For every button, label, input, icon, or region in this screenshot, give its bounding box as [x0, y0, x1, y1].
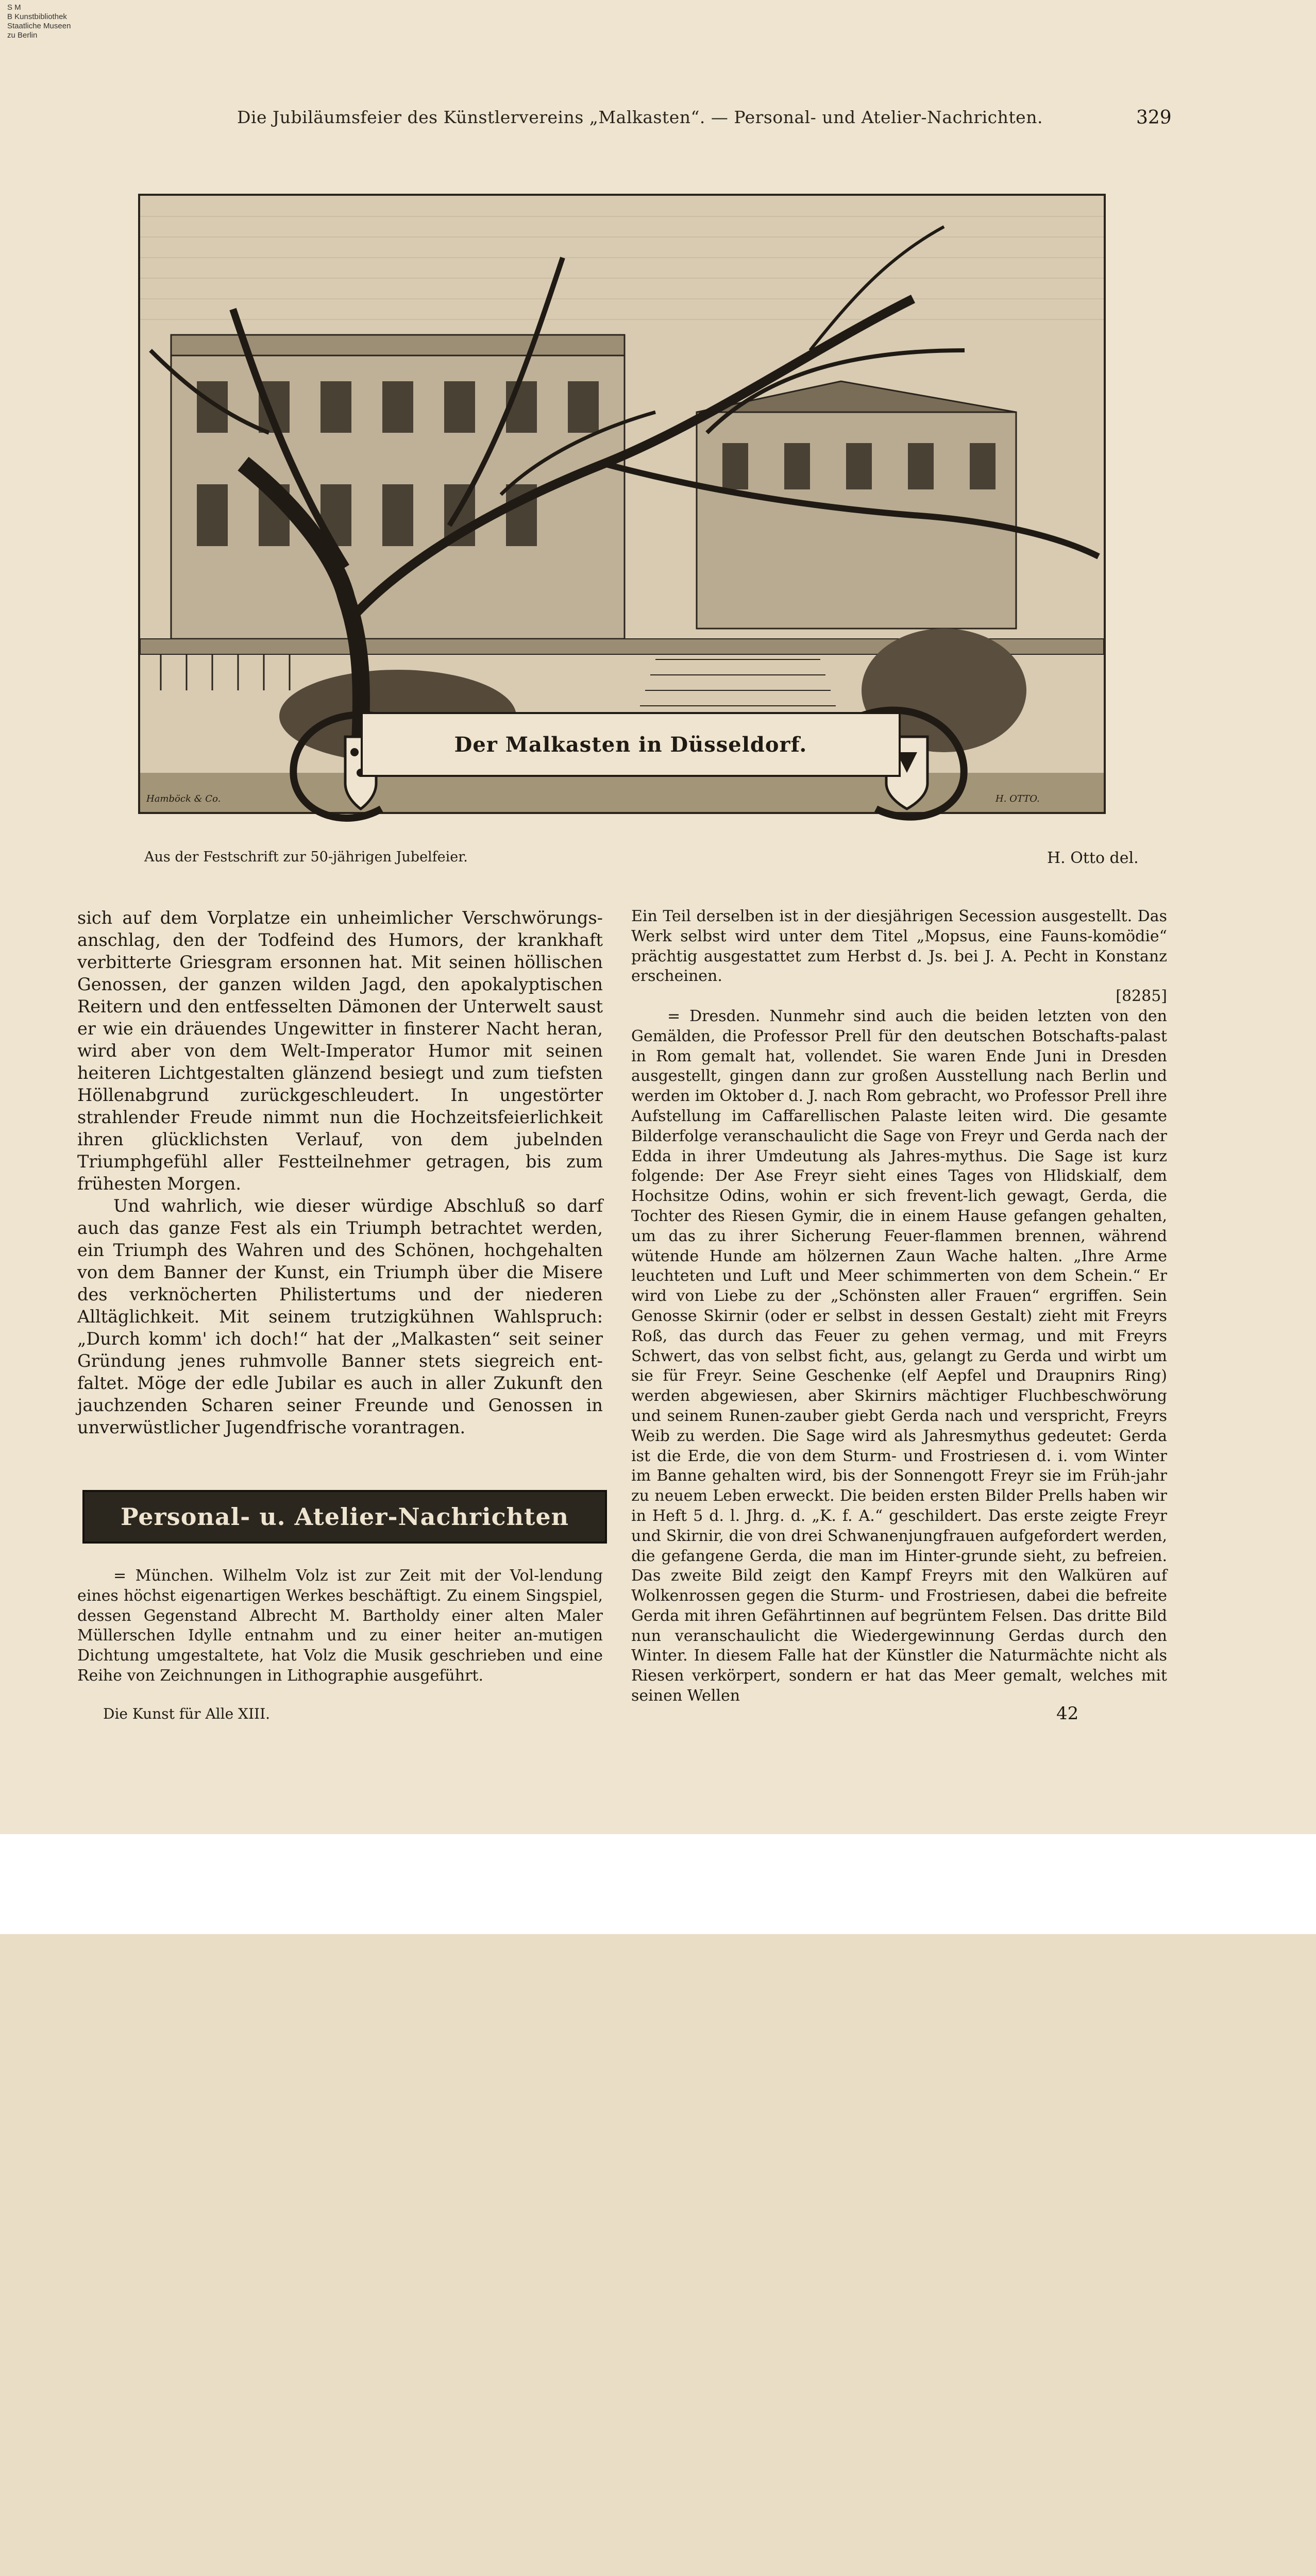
- left-column-news: [77, 1566, 603, 1686]
- section-banner: Personal- u. Atelier-Nachrichten: [82, 1490, 607, 1544]
- page-number: 329: [1136, 107, 1172, 128]
- sheet-number: 42: [1056, 1703, 1079, 1724]
- illustration-caption: Der Malkasten in Düsseldorf.: [361, 712, 901, 777]
- left-paragraph-2: Und wahrlich, wie dieser würdige Abschluß so darf auch das ganze Fest als ein Triumph betrachtet werden, ein Triumph des Wahren und des Schönen, hochgehalten von dem Banner der Kunst, ein Triumph über die Misere des verknöcherten Philistertums und der niederen Alltäglichkeit. Mit seinem trutzigkühnen Wahlspruch: „Durch komm' ich doch!“ hat der „Malkasten“ seit seiner Gründung jenes ruhmvolle Banner stets siegreich ent-faltet. Möge der edle Jubilar es auch in aller Zukunft den jauchzenden Scharen seiner Freunde und Genossen in unverwüstlicher Jugendfrische vorantragen.: [77, 1196, 603, 1437]
- library-bar: [0, 1834, 1316, 1934]
- left-paragraph-1: sich auf dem Vorplatze ein unheimlicher Verschwörungs-anschlag, den der Todfeind des Humors, der krankhaft verbitterte Griesgram ersonnen hat. Mit seinen höllischen Genossen, der ganzen wilden Jagd, den apokalyptischen Reitern und den entfesselten Dämonen der Unterwelt saust er wie ein dräuendes Ungewitter in finsterer Nacht heran, wird aber von dem Welt-Imperator Humor mit seinen heiteren Lichtgestalten glänzend besiegt und zum tiefsten Höllenabgrund zurückgeschleudert. In ungestörter strahlender Freude nimmt nun die Hochzeitsfeierlichkeit ihren glücklichsten Verlauf, von dem jubelnden Triumphgefühl aller Festteilnehmer getragen, bis zum frühesten Morgen.: [77, 908, 603, 1194]
- running-header: Die Jubiläumsfeier des Künstlervereins „Malkasten“. — Personal- und Atelier-Nachrichten.: [237, 107, 1043, 127]
- right-column: [631, 907, 1167, 1706]
- engraver-signature: Hamböck & Co.: [146, 793, 221, 804]
- journal-footer: Die Kunst für Alle XIII.: [103, 1705, 271, 1722]
- munich-news-paragraph: = München. Wilhelm Volz ist zur Zeit mit der Vol-lendung eines höchst eigenartigen Werkes beschäftigt. Zu einem Singspiel, dessen Gegenstand Albrecht M. Bartholdy einer alten Maler Müllerschen Idylle entnahm und zu einer heiter an-mutigen Dichtung umgestaltete, hat Volz die Musik geschrieben und eine Reihe von Zeichnungen in Lithographie ausgeführt.: [77, 1567, 603, 1685]
- museum-stamp: S M B Kunstbibliothek Staatliche Museen zu Berlin: [7, 3, 71, 40]
- illustration-artist-credit: H. Otto del.: [1047, 849, 1139, 867]
- left-column: [77, 907, 603, 1438]
- dresden-news-paragraph: = Dresden. Nunmehr sind auch die beiden letzten von den Gemälden, die Professor Prell für den deutschen Botschafts-palast in Rom gemalt hat, vollendet. Sie waren Ende Juni in Dresden ausgestellt, gingen dann zur großen Ausstellung nach Berlin und werden im Oktober d. J. nach Rom gebracht, wo Professor Prell ihre Aufstellung im Caffarellischen Palaste leiten wird. Die gesamte Bilderfolge veranschaulicht die Sage von Freyr und Gerda nach der Edda in ihrer Umdeutung als Jahres-mythus. Die Sage ist kurz folgende: Der Ase Freyr sieht eines Tages von Hlidskialf, dem Hochsitze Odins, wohin er sich frevent-lich gewagt, Gerda, die Tochter des Riesen Gymir, die in einem Hause gefangen gehalten, um das zu ihrer Sicherung Feuer-flammen brennen, während wütende Hunde am hölzernen Zaun Wache halten. „Ihre Arme leuchteten und Luft und Meer schimmerten von dem Schein.“ Er wird von Liebe zu der „Schönsten aller Frauen“ ergriffen. Sein Genosse Skirnir (oder er selbst in dessen Gestalt) zieht mit Freyrs Roß, das durch das Feuer zu gehen vermag, und mit Freyrs Schwert, das von selbst ficht, aus, gelangt zu Gerda und wirbt um sie für Freyr. Seine Geschenke (elf Aepfel und Draupnirs Ring) werden abgewiesen, aber Skirnirs mächtiger Fluchbeschwörung und seinem Runen-zauber giebt Gerda nach und verspricht, Freyrs Weib zu werden. Die Sage wird als Jahresmythus gedeutet: Gerda ist die Erde, die von dem Sturm- und Frostriesen d. i. vom Winter im Banne gehalten wird, bis der Sonnengott Freyr sie im Früh-jahr zu neuem Leben erweckt. Die beiden ersten Bilder Prells haben wir in Heft 5 d. l. Jhrg. d. „K. f. A.“ geschildert. Das erste zeigte Freyr und Skirnir, die von drei Schwanenjungfrauen aufgefordert werden, die gefangene Gerda, die man im Hinter-grunde sieht, zu befreien. Das zweite Bild zeigt den Kampf Freyrs mit den Walküren auf Wolkenrossen gegen die Sturm- und Frostriesen, dabei die befreite Gerda mit ihren Gefährtinnen auf begrüntem Felsen. Das dritte Bild nun veranschaulicht die Wiedergewinnung Gerdas durch den Winter. In diesem Falle hat der Künstler die Naturmächte nicht als Riesen verkörpert, sondern er hat das Meer gemalt, welches mit seinen Wellen: [631, 1007, 1167, 1705]
- right-paragraph-1: Ein Teil derselben ist in der diesjährigen Secession ausgestellt. Das Werk selbst wird unter dem Titel „Mopsus, eine Fauns-komödie“ prächtig ausgestattet zum Herbst d. Js. bei J. A. Pecht in Konstanz erscheinen.: [631, 907, 1167, 986]
- illustration-source-credit: Aus der Festschrift zur 50-jährigen Jubelfeier.: [144, 849, 468, 865]
- reference-number: [8285]: [1116, 987, 1167, 1006]
- artist-signature: H. OTTO.: [996, 793, 1040, 804]
